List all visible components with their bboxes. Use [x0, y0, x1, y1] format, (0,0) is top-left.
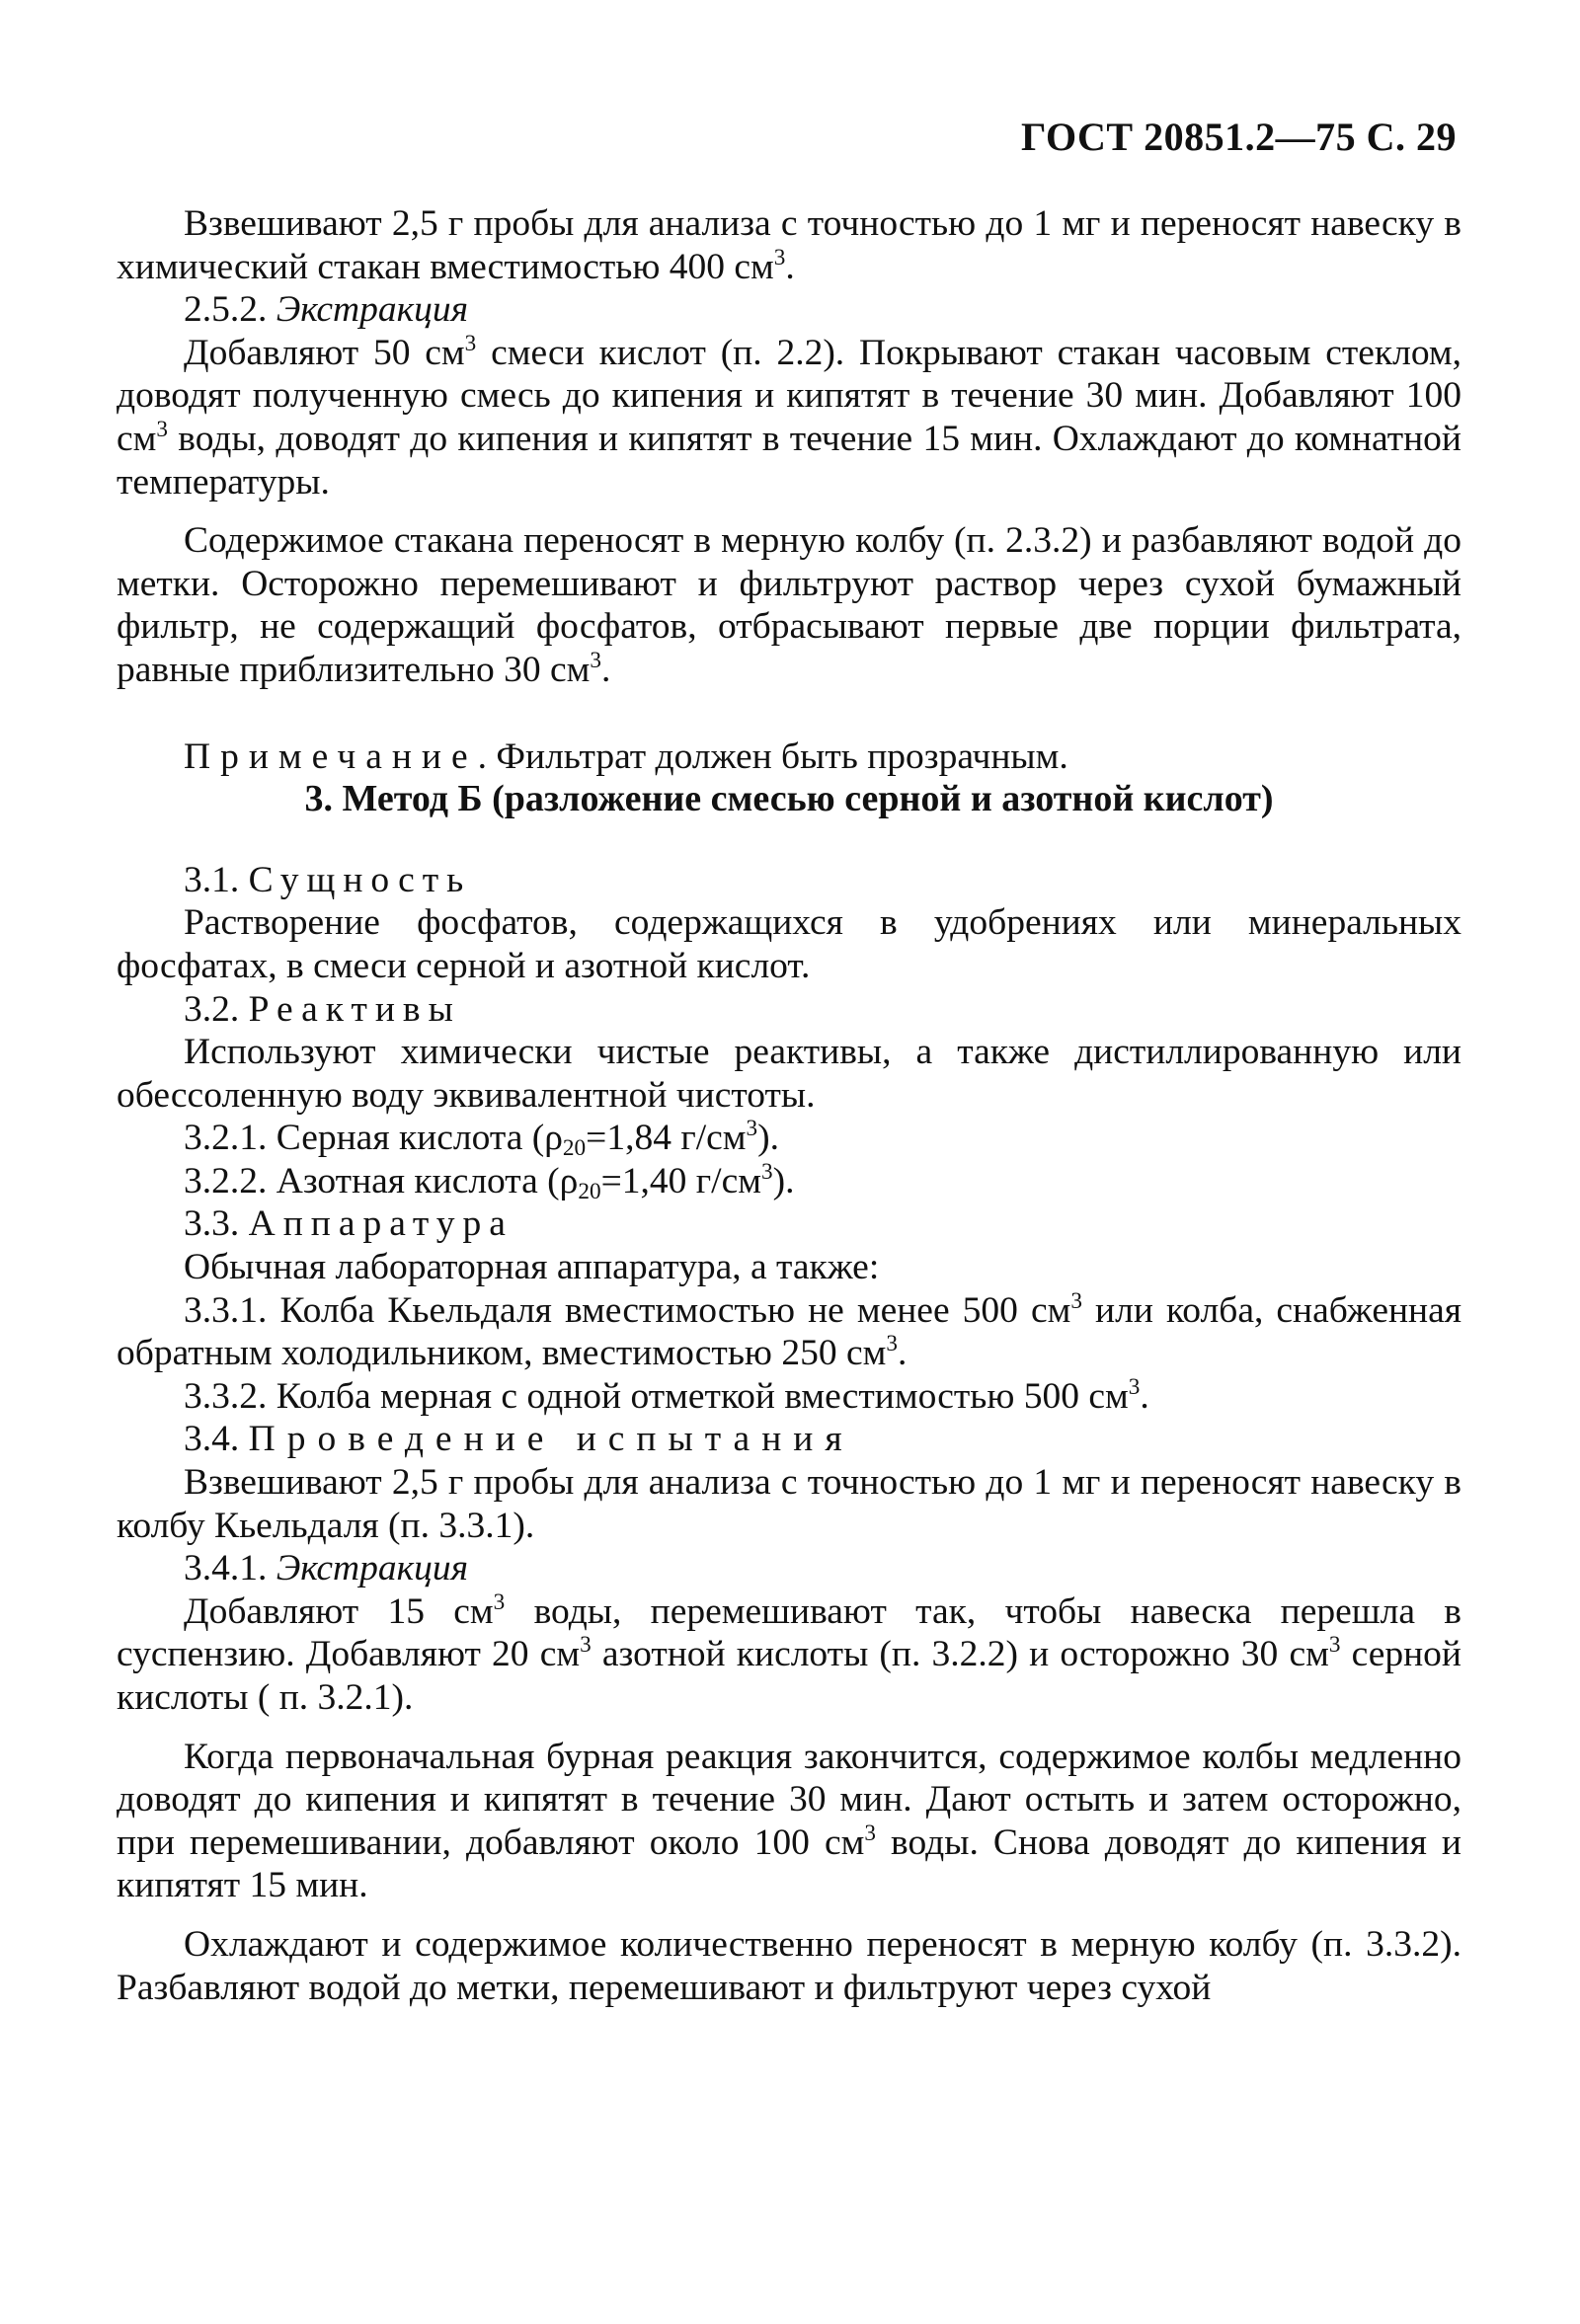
heading-3-4-1: 3.4.1. Экстракция	[184, 1548, 469, 1589]
heading-2-5-2: 2.5.2. Экстракция	[184, 289, 469, 331]
paragraph-3-4: Взвешивают 2,5 г пробы для анализа с точностью до 1 мг и переносят навеску в колбу Кьельдаля (п. 3.3.1).	[117, 1462, 1462, 1546]
note: Примечание. Фильтрат должен быть прозрачным.	[184, 736, 1068, 777]
document-body	[117, 202, 1462, 2009]
paragraph-3-4-1: Добавляют 15 $см^3$ воды, перемешивают так, чтобы навеска перешла в суспензию. Добавляют 20 $см^3$ азотной кислоты (п. 3.2.2) и осторожно 30 $см^3$ серной кислоты ( п. 3.2.1).	[117, 1588, 1462, 1718]
page-header: ГОСТ 20851.2—75 С. 29	[1020, 115, 1457, 159]
paragraph-cooling: Охлаждают и содержимое количественно переносят в мерную колбу (п. 3.3.2). Разбавляют водой до метки, перемешивают и фильтруют через сухой	[117, 1923, 1462, 2008]
section-3-title: 3. Метод Б (разложение смесью серной и азотной кислот)	[304, 778, 1274, 820]
heading-3-3: 3.3. Аппаратура	[184, 1203, 514, 1245]
paragraph-3-2-2: 3.2.2. Азотная кислота ($\rho_{20}=1,40$ $г/см^3$).	[184, 1158, 795, 1204]
paragraph-reaction: Когда первоначальная бурная реакция закончится, содержимое колбы медленно доводят до кипения и кипятят в течение 30 мин. Дают остыть и затем осторожно, при перемешивании, добавляют около 100 $см^3$ воды. Снова доводят до кипения и кипятят 15 мин.	[117, 1736, 1462, 1906]
paragraph-3-3-1: 3.3.1. Колба Кьельдаля вместимостью не менее 500 $см^3$ или колба, снабженная обратным холодильником, вместимостью 250 $см^3$.	[117, 1287, 1462, 1374]
paragraph-weighing: Взвешивают 2,5 г пробы для анализа с точностью до 1 мг и переносят навеску в химический стакан вместимостью 400 $см^3$.	[117, 203, 1462, 287]
heading-3-4: 3.4. Проведение испытания	[184, 1419, 854, 1460]
paragraph-extraction: Добавляют 50 $см^3$ смеси кислот (п. 2.2). Покрывают стакан часовым стеклом, доводят полученную смесь до кипения и кипятят в течение 30 мин. Добавляют 100 $см^3$ воды, доводят до кипения и кипятят в течение 15 мин. Охлаждают до комнатной температуры.	[117, 330, 1462, 503]
paragraph-3-1: Растворение фосфатов, содержащихся в удобрениях или минеральных фосфатах, в смеси серной и азотной кислот.	[117, 902, 1462, 986]
paragraph-3-3: Обычная лабораторная аппаратура, а также:	[184, 1247, 880, 1288]
paragraph-transfer: Содержимое стакана переносят в мерную колбу (п. 2.3.2) и разбавляют водой до метки. Осторожно перемешивают и фильтруют раствор через сухой бумажный фильтр, не содержащий фосфатов, отбрасывают первые две порции фильтрата, равные приблизительно 30 $см^3$.	[117, 520, 1462, 690]
heading-3-2: 3.2. Реактивы	[184, 988, 461, 1030]
paragraph-3-3-2: 3.3.2. Колба мерная с одной отметкой вместимостью 500 $см^3$.	[184, 1373, 1149, 1417]
paragraph-3-2: Используют химически чистые реактивы, а также дистиллированную или обессоленную воду эквивалентной чистоты.	[117, 1032, 1462, 1116]
heading-3-1: 3.1. Сущность	[184, 859, 472, 900]
paragraph-3-2-1: 3.2.1. Серная кислота ($\rho_{20}=1,84$ $г/см^3$).	[184, 1116, 779, 1162]
